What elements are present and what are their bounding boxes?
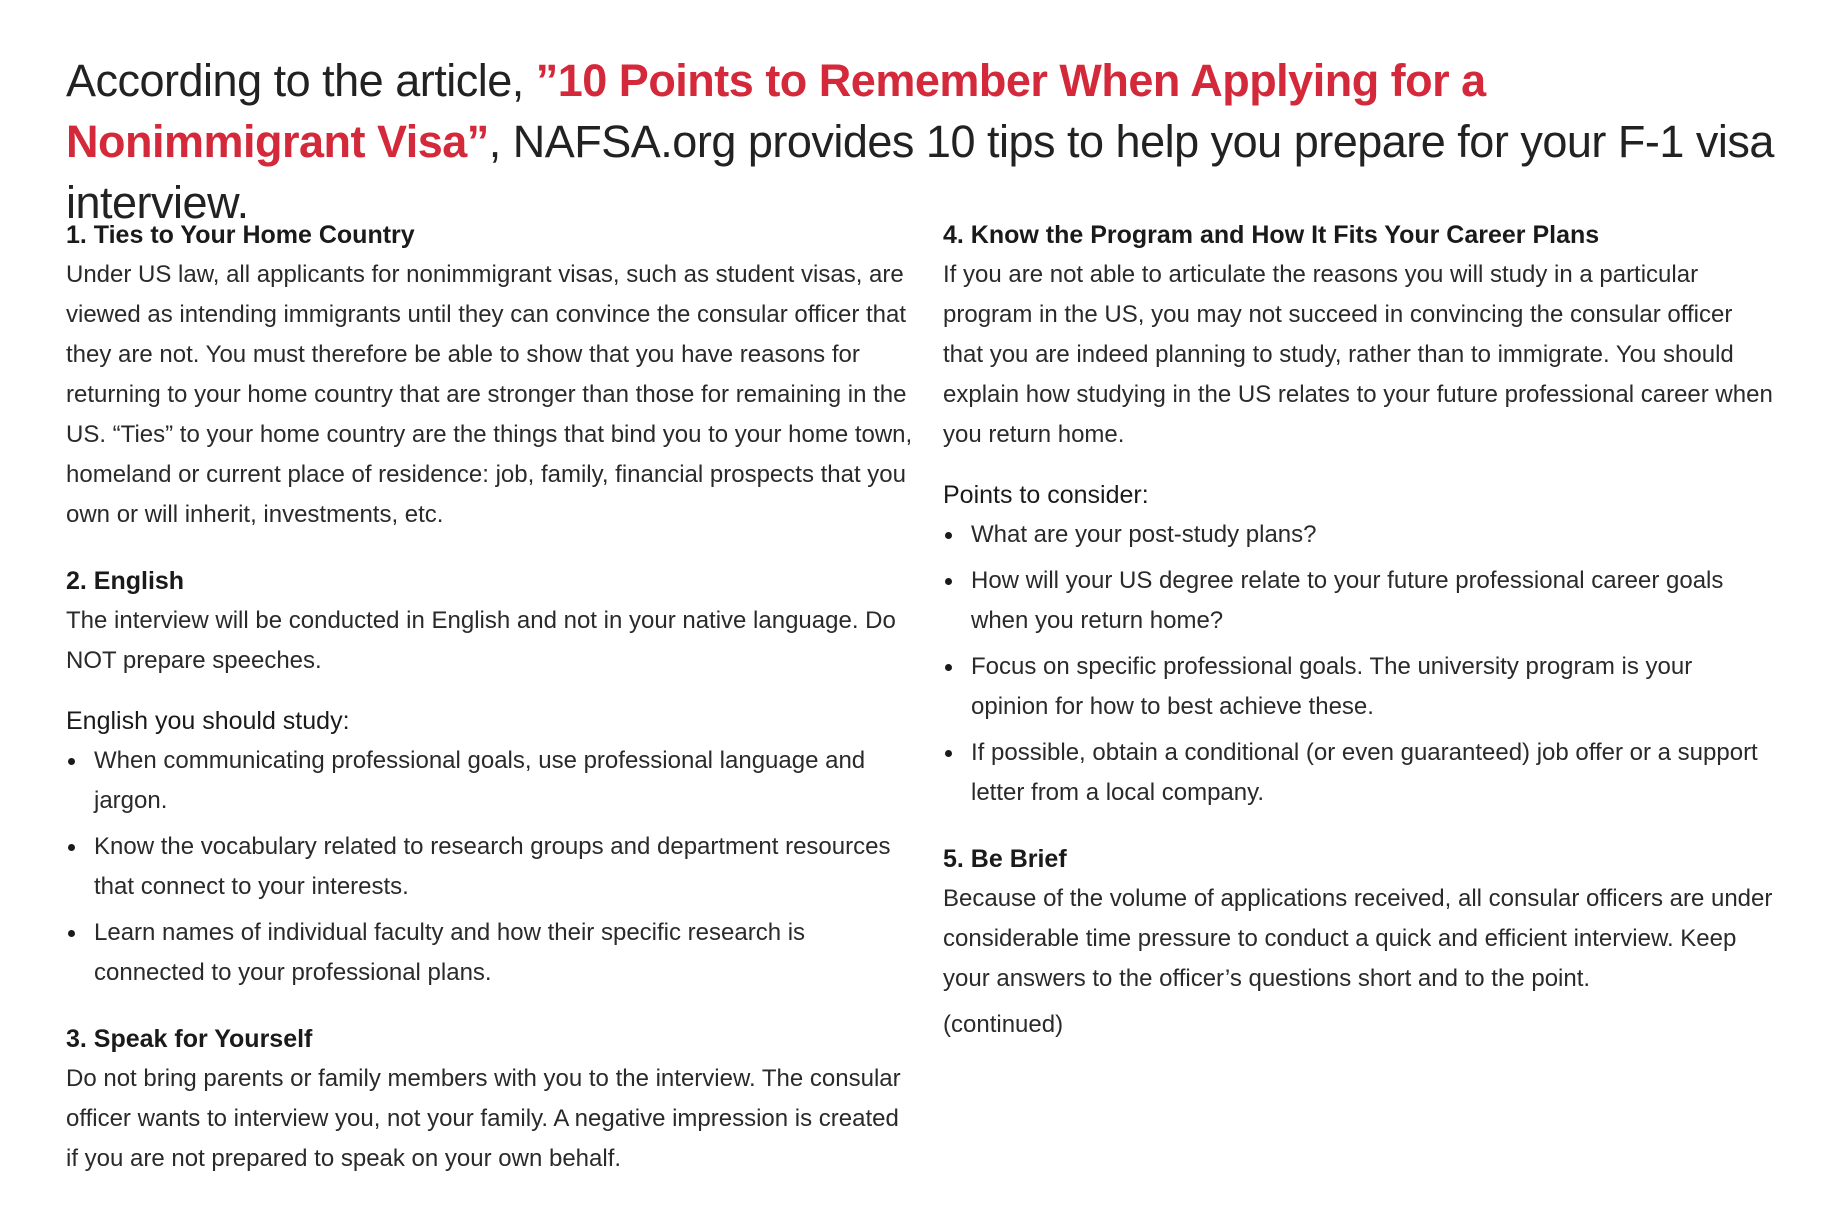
bullet-icon <box>68 930 75 937</box>
section-subhead: English you should study: <box>66 707 350 735</box>
bullet-icon <box>68 844 75 851</box>
list-item <box>943 733 1776 813</box>
section-body: If you are not able to articulate the reasons you will study in a particular program in the US, you may not succeed in convincing the consular officer that you are indeed planning to study, rather than to immigrate. You should explain how studying in the US relates to your future professional career when you return home. <box>943 261 1773 448</box>
bullet-text: What are your post-study plans? <box>971 521 1317 548</box>
left-column <box>66 215 916 1205</box>
section-speak-for-yourself <box>66 1019 916 1179</box>
bullet-icon <box>945 664 952 671</box>
right-column <box>943 215 1776 1071</box>
bullet-text: Learn names of individual faculty and how their specific research is connected to your professional plans. <box>94 919 806 986</box>
section-know-the-program <box>943 215 1776 813</box>
bullet-text: When communicating professional goals, use professional language and jargon. <box>94 747 866 814</box>
article-title: ”10 Points to Remember When Applying for a Nonimmigrant Visa” <box>66 55 1486 167</box>
document-page <box>66 50 1776 1172</box>
bullet-text: Know the vocabulary related to research groups and department resources that connect to your interests. <box>94 833 891 900</box>
bullet-list <box>943 515 1776 813</box>
list-item <box>66 913 916 993</box>
section-title: 5. Be Brief <box>943 845 1067 873</box>
list-item <box>66 741 916 821</box>
section-body: Do not bring parents or family members with you to the interview. The consular officer wants to interview you, not your family. A negative impression is created if you are not prepared to speak on your own behalf. <box>66 1065 901 1172</box>
section-title: 3. Speak for Yourself <box>66 1025 313 1053</box>
headline-suffix: , NAFSA.org provides 10 tips to help you prepare for your F-1 visa interview. <box>66 116 1774 228</box>
bullet-text: If possible, obtain a conditional (or even guaranteed) job offer or a support letter from a local company. <box>971 739 1758 806</box>
list-item <box>943 647 1776 727</box>
section-subhead: Points to consider: <box>943 481 1149 509</box>
continued-label: (continued) <box>943 1011 1064 1038</box>
bullet-icon <box>945 532 952 539</box>
page-headline <box>66 50 1776 233</box>
bullet-text: Focus on specific professional goals. The university program is your opinion for how to best achieve these. <box>971 653 1693 720</box>
section-body: The interview will be conducted in English and not in your native language. Do NOT prepare speeches. <box>66 607 896 674</box>
bullet-icon <box>945 578 952 585</box>
section-title: 1. Ties to Your Home Country <box>66 221 415 249</box>
list-item <box>943 561 1776 641</box>
bullet-icon <box>68 758 75 765</box>
bullet-text: How will your US degree relate to your future professional career goals when you return home? <box>971 567 1724 634</box>
section-body: Because of the volume of applications received, all consular officers are under considerable time pressure to conduct a quick and efficient interview. Keep your answers to the officer’s questions short and to the point. <box>943 885 1773 992</box>
section-title: 4. Know the Program and How It Fits Your Career Plans <box>943 221 1600 249</box>
section-english <box>66 561 916 993</box>
headline-prefix: According to the article, <box>66 55 536 106</box>
section-ties <box>66 215 916 535</box>
section-title: 2. English <box>66 567 185 595</box>
list-item <box>943 515 1776 555</box>
bullet-icon <box>945 750 952 757</box>
section-body: Under US law, all applicants for nonimmigrant visas, such as student visas, are viewed as intending immigrants until they can convince the consular officer that they are not. You must therefore be able to show that you have reasons for returning to your home country that are stronger than those for remaining in the US. “Ties” to your home country are the things that bind you to your home town, homeland or current place of residence: job, family, financial prospects that you own or will inherit, investments, etc. <box>66 261 913 528</box>
section-be-brief <box>943 839 1776 1045</box>
bullet-list <box>66 741 916 993</box>
list-item <box>66 827 916 907</box>
